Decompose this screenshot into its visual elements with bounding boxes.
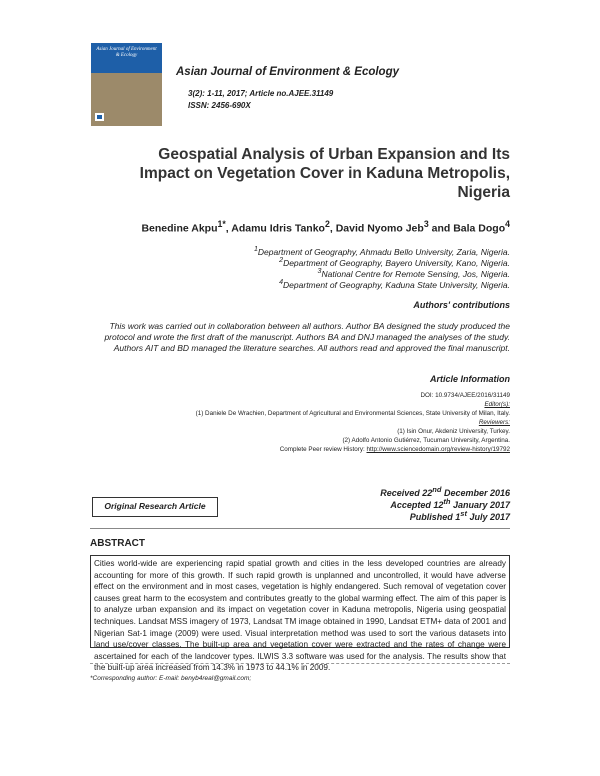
author-name: David Nyomo Jeb	[335, 222, 424, 235]
affiliation-text: Department of Geography, Bayero University, Kano, Nigeria.	[283, 257, 510, 268]
author-separator: ,	[225, 222, 232, 235]
affiliation-sup: 1	[253, 245, 258, 253]
affiliation-sup: 2	[279, 256, 284, 264]
author-name: Adamu Idris Tanko	[231, 222, 325, 235]
journal-issn: ISSN: 2456-690X	[188, 101, 251, 110]
abstract-text: Cities world-wide are experiencing rapid spatial growth and cities in the less developed countries are already accounting for more of this growth. If such rapid growth is unplanned and uncontrolled, it would have adverse effect on the environment and in most cases, vegetation is highly endangered. Such removal of vegetation cover causes great harm to the ecosystem and contributes greatly to the global warming effect. The aim of this paper is to analyze urban expansion and its impact on vegetation cover in Kaduna metropolis, Nigeria using geospatial techniques. Landsat MSS imagery of 1973, Landsat TM image obtained in 1990, Landsat ETM+ data of 2001 and Nigerian Sat-1 image (2009) were used. Visual interpretation method was used to sort the various datasets into land use/cover classes. The built-up area and vegetation cover were extracted and the rates of change were ascertained for each of the landcover types. ILWIS 3.3 software was used for the analysis. The results show that the built-up area increased from 14.3% in 1973 to 44.1% in 2009.	[94, 559, 506, 673]
footnote-email[interactable]: benyb4real@gmail.com;	[181, 675, 252, 682]
accepted-date-text: Accepted 12	[390, 500, 444, 510]
paper-title	[60, 145, 510, 202]
abstract-heading: ABSTRACT	[90, 538, 145, 549]
received-date-text: Received 22	[380, 488, 433, 498]
publisher-logo	[95, 113, 104, 121]
received-date-sup: nd	[432, 485, 442, 494]
published-date-sup: st	[460, 509, 467, 518]
reviewers-label: Reviewers:	[478, 419, 510, 426]
accepted-date-sup: th	[443, 497, 451, 506]
author-conjunction: and	[428, 222, 454, 235]
affiliation-text: National Centre for Remote Sensing, Jos, Nigeria.	[321, 268, 510, 279]
affiliation-text: Department of Geography, Kaduna State University, Nigeria.	[283, 279, 510, 290]
author-separator: ,	[329, 222, 336, 235]
author-list	[90, 219, 510, 235]
received-date-month: December 2016	[441, 488, 510, 498]
editor-entry: (1) Daniele De Wrachien, Department of Agricultural and Environmental Sciences, State University of Milan, Italy.	[195, 410, 510, 417]
contributions-text: This work was carried out in collaboration between all authors. Author BA designed the study produced the protocol and wrote the first draft of the manuscript. Authors BA and DNJ managed the analyses of the study. Authors AIT and BD managed the literature searches. All authors read and approved the final manuscript.	[104, 321, 510, 353]
journal-cover-image	[91, 43, 162, 126]
title-line-3: Nigeria	[457, 184, 510, 201]
author-sup: 2	[324, 219, 330, 229]
accepted-date-month: January 2017	[450, 500, 510, 510]
journal-issue: 3(2): 1-11, 2017; Article no.AJEE.31149	[188, 89, 334, 98]
author-sup: 1*	[217, 219, 226, 229]
journal-name: Asian Journal of Environment & Ecology	[176, 66, 400, 78]
affiliation-text: Department of Geography, Ahmadu Bello University, Zaria, Nigeria.	[257, 246, 510, 257]
author-sup: 3	[423, 219, 429, 229]
contributions-heading: Authors' contributions	[413, 300, 510, 310]
author-name: Bala Dogo	[453, 222, 506, 235]
editors-label: Editor(s):	[484, 401, 510, 408]
title-line-1: Geospatial Analysis of Urban Expansion and Its	[158, 146, 510, 163]
corresponding-author-footnote	[90, 675, 251, 682]
footnote-divider	[90, 663, 510, 664]
affiliation-sup: 4	[279, 278, 284, 286]
section-divider	[90, 528, 510, 529]
footnote-label: *Corresponding author: E-mail:	[90, 675, 182, 682]
published-date-text: Published 1	[409, 512, 461, 522]
published-date-month: July 2017	[466, 512, 510, 522]
review-history-link[interactable]: http://www.sciencedomain.org/review-history/19792	[366, 446, 510, 453]
reviewer-entry: (1) Isin Onur, Akdeniz University, Turkey.	[397, 428, 510, 435]
title-line-2: Impact on Vegetation Cover in Kaduna Metropolis,	[139, 165, 510, 182]
review-history	[280, 446, 510, 453]
author-name: Benedine Akpu	[141, 222, 218, 235]
reviewer-entry: (2) Adolfo Antonio Gutiérrez, Tucuman University, Argentina.	[342, 437, 510, 444]
affiliation-sup: 3	[317, 267, 322, 275]
article-type-label: Original Research Article	[104, 501, 206, 511]
article-info-heading: Article Information	[429, 374, 510, 384]
doi: DOI: 10.9734/AJEE/2016/31149	[420, 392, 510, 399]
review-history-label: Complete Peer review History:	[279, 446, 367, 453]
affiliation	[279, 278, 510, 290]
cover-title: Asian Journal of Environment & Ecology	[96, 47, 157, 58]
author-sup: 4	[505, 219, 510, 229]
published-date	[410, 509, 510, 522]
